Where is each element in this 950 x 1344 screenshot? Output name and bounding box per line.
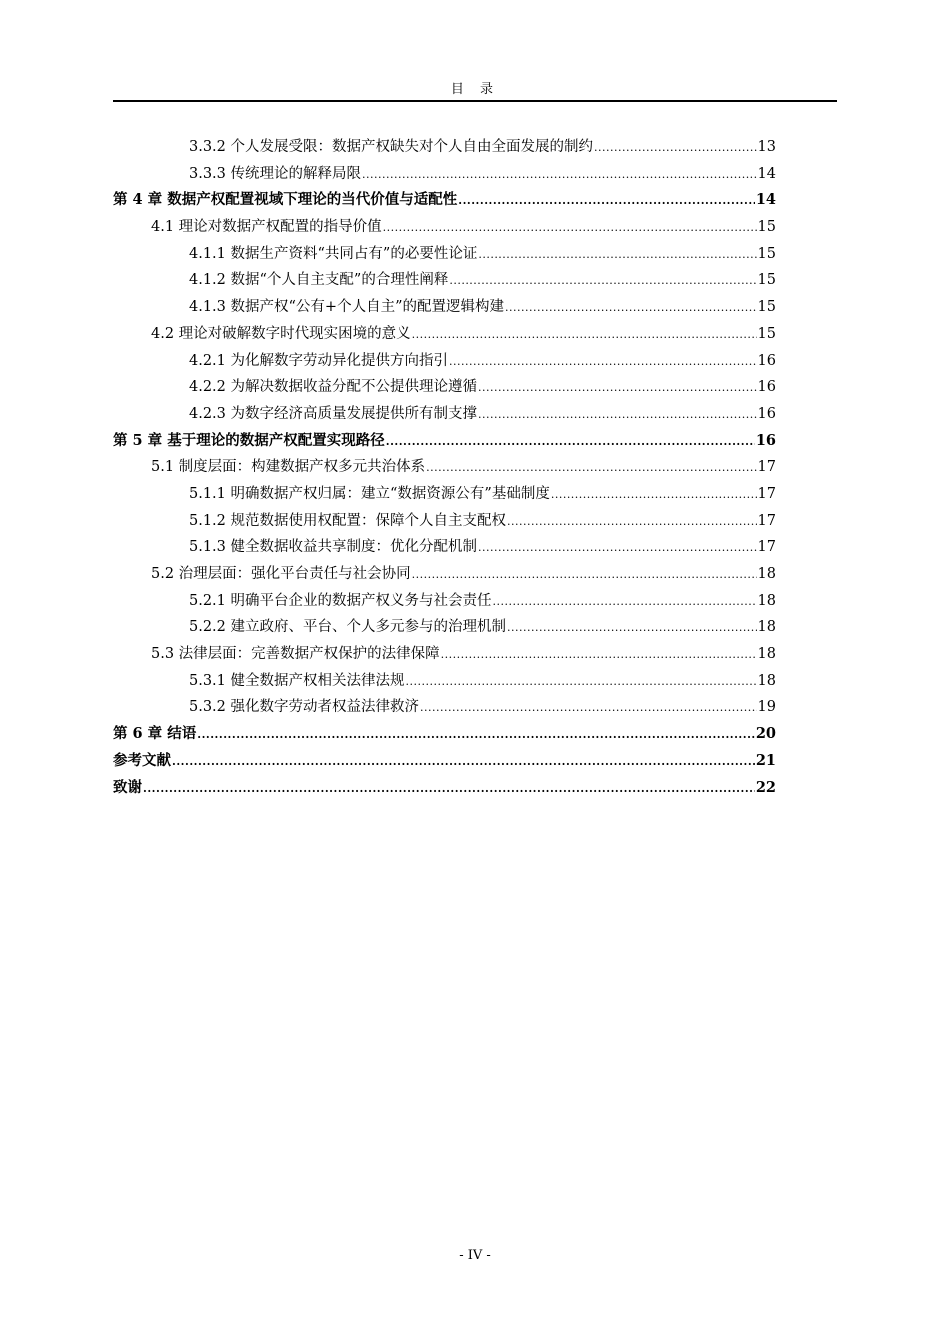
- table-of-contents: [113, 134, 776, 801]
- toc-entry[interactable]: [113, 534, 776, 561]
- toc-dot-leader: [478, 242, 756, 269]
- toc-entry-title: 4.2 理论对破解数字时代现实困境的意义: [151, 325, 411, 342]
- toc-entry-title: 5.1.1 明确数据产权归属：建立“数据资源公有”基础制度: [189, 485, 550, 502]
- toc-entry[interactable]: [113, 428, 776, 455]
- toc-entry-title: 第 4 章 数据产权配置视域下理论的当代价值与适配性: [113, 191, 458, 209]
- toc-entry[interactable]: [113, 641, 776, 668]
- toc-dot-leader: [449, 349, 757, 376]
- page-header: [113, 76, 837, 102]
- toc-dot-leader: [362, 162, 757, 189]
- toc-entry-title: 第 5 章 基于理论的数据产权配置实现路径: [113, 431, 385, 449]
- toc-entry-page-number: 16: [757, 405, 776, 422]
- toc-entry-page-number: 18: [757, 646, 776, 663]
- toc-entry[interactable]: [113, 374, 776, 401]
- toc-dot-leader: [143, 776, 755, 803]
- toc-entry-page-number: 17: [757, 459, 776, 476]
- toc-entry-page-number: 15: [757, 272, 776, 289]
- toc-dot-leader: [458, 188, 755, 215]
- toc-entry-title: 致谢: [113, 778, 142, 796]
- toc-entry-page-number: 17: [757, 539, 776, 556]
- toc-entry-title: 4.2.1 为化解数字劳动异化提供方向指引: [189, 352, 449, 369]
- toc-dot-leader: [386, 429, 755, 456]
- toc-dot-leader: [412, 322, 757, 349]
- toc-entry-title: 参考文献: [113, 751, 171, 769]
- toc-entry-title: 5.2.2 建立政府、平台、个人多元参与的治理机制: [189, 619, 507, 636]
- toc-dot-leader: [449, 268, 756, 295]
- toc-dot-leader: [551, 482, 757, 509]
- toc-entry-title: 4.2.2 为解决数据收益分配不公提供理论遵循: [189, 379, 478, 396]
- toc-entry[interactable]: [113, 267, 776, 294]
- toc-entry[interactable]: [113, 241, 776, 268]
- toc-dot-leader: [406, 669, 757, 696]
- toc-entry-title: 5.1 制度层面：构建数据产权多元共治体系: [151, 459, 426, 476]
- toc-entry-page-number: 16: [755, 431, 776, 449]
- toc-dot-leader: [197, 722, 755, 749]
- toc-entry[interactable]: [113, 694, 776, 721]
- toc-entry-title: 5.1.3 健全数据收益共享制度：优化分配机制: [189, 539, 478, 556]
- toc-entry-page-number: 21: [755, 751, 776, 769]
- toc-entry-title: 5.1.2 规范数据使用权配置：保障个人自主支配权: [189, 512, 507, 529]
- toc-dot-leader: [478, 402, 757, 429]
- toc-entry[interactable]: [113, 481, 776, 508]
- toc-entry[interactable]: [113, 321, 776, 348]
- toc-entry-page-number: 19: [757, 699, 776, 716]
- page-header-title: 目 录: [450, 82, 500, 97]
- toc-entry-title: 第 6 章 结语: [113, 725, 197, 743]
- toc-dot-leader: [594, 135, 757, 162]
- toc-dot-leader: [478, 375, 757, 402]
- toc-entry-page-number: 18: [757, 672, 776, 689]
- toc-entry[interactable]: [113, 161, 776, 188]
- toc-entry[interactable]: [113, 401, 776, 428]
- toc-entry-page-number: 13: [757, 139, 776, 155]
- toc-dot-leader: [383, 215, 757, 242]
- toc-entry-title: 3.3.3 传统理论的解释局限: [189, 165, 362, 182]
- toc-dot-leader: [478, 535, 757, 562]
- toc-entry-page-number: 15: [757, 219, 776, 236]
- toc-entry[interactable]: [113, 454, 776, 481]
- toc-entry[interactable]: [113, 508, 776, 535]
- toc-entry[interactable]: [113, 187, 776, 214]
- toc-entry-title: 5.2 治理层面：强化平台责任与社会协同: [151, 566, 411, 582]
- toc-entry-page-number: 14: [757, 165, 776, 182]
- toc-entry-title: 4.1.3 数据产权“公有+个人自主”的配置逻辑构建: [189, 299, 504, 316]
- toc-entry[interactable]: [113, 214, 776, 241]
- toc-entry-page-number: 16: [757, 352, 776, 369]
- toc-dot-leader: [507, 509, 757, 536]
- toc-dot-leader: [412, 562, 757, 589]
- toc-dot-leader: [426, 455, 756, 482]
- toc-entry-title: 5.3 法律层面：完善数据产权保护的法律保障: [151, 646, 440, 663]
- toc-dot-leader: [441, 642, 757, 669]
- toc-entry-title: 3.3.2 个人发展受限：数据产权缺失对个人自由全面发展的制约: [189, 139, 594, 155]
- toc-entry-page-number: 22: [755, 778, 776, 796]
- page-number: - IV -: [459, 1248, 491, 1263]
- toc-entry-page-number: 20: [755, 725, 776, 743]
- toc-entry-title: 5.3.2 强化数字劳动者权益法律救济: [189, 699, 420, 716]
- toc-entry-page-number: 15: [757, 245, 776, 262]
- toc-dot-leader: [420, 695, 757, 722]
- toc-entry[interactable]: [113, 721, 776, 748]
- toc-entry-title: 4.1.1 数据生产资料“共同占有”的必要性论证: [189, 245, 478, 262]
- toc-entry-page-number: 16: [757, 379, 776, 396]
- toc-entry[interactable]: [113, 294, 776, 321]
- toc-entry[interactable]: [113, 348, 776, 375]
- toc-entry-title: 5.3.1 健全数据产权相关法律法规: [189, 672, 405, 689]
- toc-entry-title: 4.1 理论对数据产权配置的指导价值: [151, 219, 382, 236]
- toc-entry-page-number: 17: [757, 485, 776, 502]
- toc-dot-leader: [507, 615, 757, 642]
- toc-entry[interactable]: [113, 588, 776, 615]
- toc-entry-page-number: 18: [757, 566, 776, 582]
- toc-entry-page-number: 18: [757, 619, 776, 636]
- toc-entry[interactable]: [113, 748, 776, 775]
- toc-dot-leader: [172, 749, 755, 776]
- toc-entry[interactable]: [113, 775, 776, 802]
- toc-entry-title: 4.2.3 为数字经济高质量发展提供所有制支撑: [189, 405, 478, 422]
- toc-entry[interactable]: [113, 134, 776, 161]
- toc-entry-page-number: 18: [757, 592, 776, 609]
- toc-entry[interactable]: [113, 614, 776, 641]
- toc-entry-page-number: 17: [757, 512, 776, 529]
- toc-entry[interactable]: [113, 561, 776, 588]
- toc-entry-title: 5.2.1 明确平台企业的数据产权义务与社会责任: [189, 592, 492, 609]
- toc-dot-leader: [505, 295, 757, 322]
- toc-entry[interactable]: [113, 668, 776, 695]
- toc-entry-page-number: 15: [757, 325, 776, 342]
- toc-entry-title: 4.1.2 数据“个人自主支配”的合理性阐释: [189, 272, 449, 289]
- toc-entry-page-number: 15: [757, 299, 776, 316]
- toc-entry-page-number: 14: [755, 191, 776, 209]
- toc-dot-leader: [493, 589, 757, 616]
